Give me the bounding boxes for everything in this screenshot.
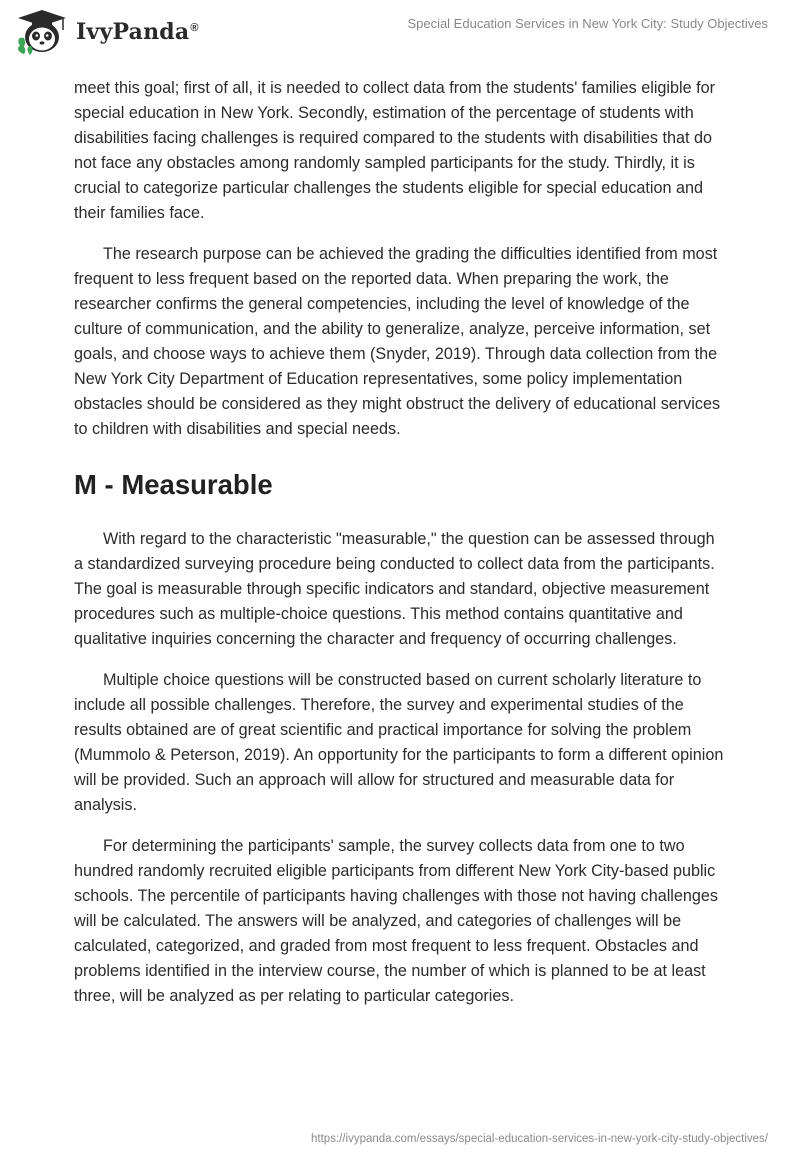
header-document-title: Special Education Services in New York City: Study Objectives [407,16,768,31]
article-body [74,76,726,1025]
section-heading-measurable: M - Measurable [74,469,273,500]
ivypanda-logo[interactable] [14,8,199,56]
panda-graduate-icon [14,8,70,56]
paragraph-goal-steps: meet this goal; first of all, it is needed to collect data from the students' families eligible for special education in New York. Secondly, estimation of the percentage of students with disabilities facing challenges is required compared to the students with disabilities that do not face any obstacles among randomly sampled participants for the study. Thirdly, it is crucial to categorize particular challenges the students eligible for special education and their families face. [74,79,716,222]
paragraph-research-purpose: The research purpose can be achieved the grading the difficulties identified from most frequent to less frequent based on the reported data. When preparing the work, the researcher confirms the general competencies, including the level of knowledge of the culture of communication, and the ability to generalize, analyze, perceive information, set goals, and choose ways to achieve them (Snyder, 2019). Through data collection from the New York City Department of Education representatives, some policy implementation obstacles should be considered as they might obstruct the delivery of educational services to children with disabilities and special needs. [74,245,721,438]
paragraph-measurable-survey: With regard to the characteristic "measurable," the question can be assessed through a standardized surveying procedure being conducted to collect data from the participants. The goal is measurable through specific indicators and standard, objective measurement procedures such as multiple-choice questions. This method contains quantitative and qualitative inquiries concerning the character and frequency of occurring challenges. [74,530,715,648]
paragraph-multiple-choice: Multiple choice questions will be constructed based on current scholarly literature to include all possible challenges. Therefore, the survey and experimental studies of the results obtained are of great scientific and practical importance for solving the problem (Mummolo & Peterson, 2019). An opportunity for the participants to form a different opinion will be provided. Such an approach will allow for structured and measurable data for analysis. [74,671,724,814]
brand-name: IvyPanda® [76,19,199,45]
paragraph-participant-sample: For determining the participants' sample, the survey collects data from one to two hundred randomly recruited eligible participants from different New York City-based public schools. The percentile of participants having challenges with those not having challenges will be calculated. The answers will be analyzed, and categories of challenges will be calculated, categorized, and graded from most frequent to less frequent. Obstacles and problems identified in the interview course, the number of which is planned to be at least three, will be analyzed as per relating to particular categories. [74,837,719,1005]
page-header [0,0,800,70]
footer-source-url[interactable]: https://ivypanda.com/essays/special-education-services-in-new-york-city-study-objectives/ [311,1133,768,1145]
registered-mark: ® [190,21,199,34]
